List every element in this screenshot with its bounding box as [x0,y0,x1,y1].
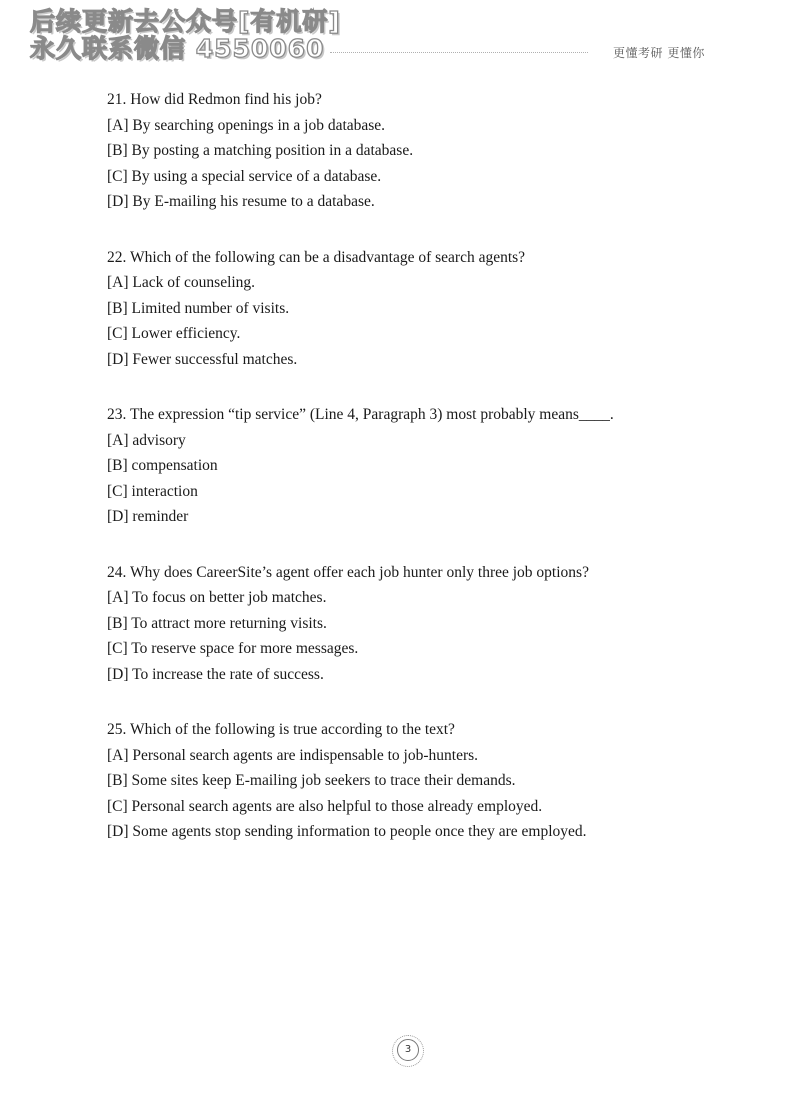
page-header [0,0,800,70]
question-25 [107,717,747,845]
option-a: [A] advisory [107,431,186,449]
question-24 [107,560,747,688]
question-stem: 22. Which of the following can be a disadvantage of search agents? [107,248,526,266]
question-list [107,87,747,875]
option-c: [C] To reserve space for more messages. [107,640,359,657]
option-b: [B] Some sites keep E-mailing job seekers to trace their demands. [107,772,516,789]
option-c: [C] Personal search agents are also helpful to those already employed. [107,797,543,815]
option-d: [D] By E-mailing his resume to a database. [107,193,375,210]
option-a: [A] By searching openings in a job database. [107,116,386,134]
page-footer [388,1037,428,1065]
option-b: [B] Limited number of visits. [107,299,290,317]
question-stem: 25. Which of the following is true according to the text? [107,721,455,738]
watermark-line-1: 后续更新去公众号[有机研] [30,7,341,36]
header-divider [330,52,588,53]
question-23 [107,402,747,530]
option-a: [A] Personal search agents are indispensable to job-hunters. [107,746,479,764]
watermark-logo [30,8,341,62]
option-a: [A] To focus on better job matches. [107,589,327,606]
header-slogan: 更懂考研 更懂你 [613,46,705,60]
question-stem: 23. The expression “tip service” (Line 4, Paragraph 3) most probably means____. [107,406,614,423]
question-stem: 21. How did Redmon find his job? [107,91,322,108]
option-d: [D] reminder [107,508,189,525]
question-22 [107,245,747,373]
option-d: [D] Fewer successful matches. [107,350,298,368]
option-c: [C] By using a special service of a database. [107,167,382,185]
watermark-line-2: 永久联系微信 4550060 [30,34,325,63]
option-a: [A] Lack of counseling. [107,274,256,291]
option-c: [C] Lower efficiency. [107,325,241,342]
option-d: [D] Some agents stop sending information to people once they are employed. [107,823,587,840]
option-b: [B] By posting a matching position in a database. [107,142,414,159]
option-b: [B] compensation [107,457,218,474]
option-b: [B] To attract more returning visits. [107,614,327,632]
question-21 [107,87,747,215]
option-c: [C] interaction [107,482,198,500]
question-stem: 24. Why does CareerSite’s agent offer each job hunter only three job options? [107,563,589,581]
option-d: [D] To increase the rate of success. [107,665,324,683]
page-number: 3 [397,1039,419,1061]
